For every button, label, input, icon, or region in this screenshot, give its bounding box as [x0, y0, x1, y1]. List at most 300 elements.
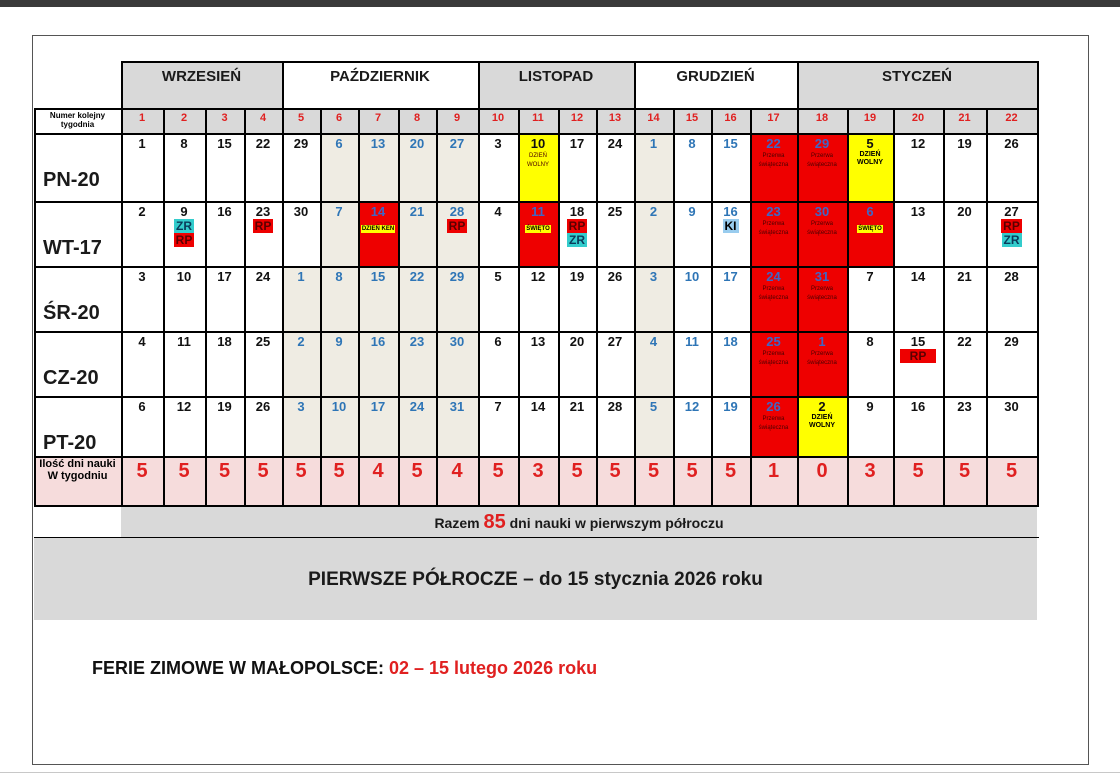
day-number: 24	[607, 136, 623, 151]
calendar-day	[478, 396, 518, 456]
day-number: 4	[649, 334, 658, 349]
calendar-day	[893, 266, 943, 331]
days-count-label-text: Ilość dni nauki W tygodniu	[39, 458, 116, 482]
calendar-day	[558, 201, 596, 266]
days-count	[320, 456, 358, 505]
weekday-label	[34, 266, 121, 331]
grid-line	[634, 61, 636, 505]
day-number: 5	[866, 136, 874, 151]
days-count-value: 5	[411, 460, 423, 482]
month-label: GRUDZIEŃ	[676, 68, 755, 85]
calendar-day	[558, 133, 596, 201]
week-number	[893, 108, 943, 133]
grid-line	[34, 505, 1039, 507]
day-number: 11	[177, 334, 191, 349]
holiday-tag: ŚWIĘTO	[526, 226, 550, 232]
grid-line	[943, 108, 945, 505]
break-note: świąteczna	[807, 162, 837, 168]
calendar-day	[797, 396, 847, 456]
month-header	[478, 61, 634, 108]
day-number: 17	[723, 269, 738, 284]
break-note: świąteczna	[807, 295, 837, 301]
day-number: 4	[494, 204, 502, 219]
calendar-day	[398, 396, 436, 456]
day-number: 13	[530, 334, 546, 349]
day-number: 23	[409, 334, 425, 349]
day-number: 8	[180, 136, 188, 151]
break-note: świąteczna	[758, 425, 789, 431]
day-number: 26	[255, 399, 271, 414]
rp-badge: RP	[568, 219, 586, 233]
calendar-day	[163, 133, 205, 201]
break-note: świąteczna	[807, 230, 837, 236]
day-number: 20	[957, 204, 972, 219]
grid-line	[711, 108, 713, 505]
day-number: 10	[684, 269, 700, 284]
day-number: 22	[766, 136, 781, 151]
day-number: 29	[293, 136, 309, 151]
days-count-value: 3	[532, 460, 544, 482]
calendar-day	[282, 396, 320, 456]
month-header	[797, 61, 1037, 108]
days-count	[847, 456, 893, 505]
day-number: 27	[607, 334, 623, 349]
day-number: 26	[607, 269, 623, 284]
break-note: WOLNY	[526, 162, 549, 168]
calendar-day	[320, 331, 358, 396]
day-number: 16	[370, 334, 386, 349]
day-number: 2	[138, 204, 146, 219]
day-number: 3	[494, 136, 502, 151]
calendar-day	[244, 133, 282, 201]
day-number: 18	[217, 334, 232, 349]
days-count	[358, 456, 398, 505]
grid-line	[282, 61, 284, 505]
calendar-day	[282, 133, 320, 201]
days-count-value: 5	[958, 460, 971, 482]
calendar-day	[634, 396, 673, 456]
days-count-value: 3	[864, 460, 876, 482]
day-number: 3	[297, 399, 305, 414]
rp-badge: RP	[175, 233, 193, 247]
calendar-day	[943, 331, 986, 396]
day-number: 15	[723, 136, 738, 151]
day-number: 4	[138, 334, 146, 349]
month-header	[634, 61, 797, 108]
grid-line	[34, 396, 1039, 398]
week-number-text: 17	[767, 112, 780, 124]
day-number: 6	[335, 136, 343, 151]
month-label: WRZESIEŃ	[161, 68, 242, 85]
week-number-label-text: Numer kolejny tygodnia	[49, 111, 106, 129]
break-note: Przerwa	[762, 416, 785, 422]
grid-line	[1037, 61, 1039, 505]
day-number: 24	[255, 269, 271, 284]
calendar-day	[943, 266, 986, 331]
calendar-day	[282, 201, 320, 266]
calendar-day	[163, 201, 205, 266]
calendar-day	[518, 133, 558, 201]
day-number: 1	[818, 334, 826, 349]
calendar-day	[205, 201, 244, 266]
grid-line	[358, 108, 360, 505]
days-count	[436, 456, 478, 505]
calendar-day	[673, 331, 711, 396]
calendar-day	[558, 396, 596, 456]
week-number	[943, 108, 986, 133]
calendar-day	[478, 201, 518, 266]
weekday-label-text: CZ-20	[43, 367, 99, 389]
total-days-summary	[121, 505, 1037, 537]
days-count-value: 5	[492, 460, 504, 482]
days-count	[711, 456, 750, 505]
calendar-day	[634, 201, 673, 266]
total-suffix: dni nauki w pierwszym półroczu	[505, 515, 724, 531]
day-number: 2	[649, 204, 658, 219]
calendar-day	[986, 396, 1037, 456]
day-number: 21	[409, 204, 425, 219]
week-number-text: 3	[221, 112, 228, 124]
rp-badge: RP	[448, 219, 466, 233]
weekday-label	[34, 201, 121, 266]
calendar-day	[750, 201, 797, 266]
grid-line	[893, 108, 895, 505]
calendar-day	[797, 266, 847, 331]
days-count	[282, 456, 320, 505]
break-note: świąteczna	[758, 230, 789, 236]
calendar-day	[797, 331, 847, 396]
calendar-day	[436, 133, 478, 201]
calendar-day	[558, 266, 596, 331]
calendar-day	[893, 331, 943, 396]
day-number: 24	[409, 399, 425, 414]
week-number-text: 22	[1005, 112, 1018, 124]
calendar-day	[436, 201, 478, 266]
day-number: 15	[910, 334, 926, 349]
calendar-day	[518, 331, 558, 396]
days-count-value: 5	[136, 460, 148, 482]
winter-break-note	[92, 658, 597, 679]
total-prefix: Razem	[434, 515, 484, 531]
grid-line	[673, 108, 675, 505]
days-count-value: 5	[295, 460, 307, 482]
calendar-day	[358, 331, 398, 396]
week-number	[750, 108, 797, 133]
calendar-day	[163, 331, 205, 396]
calendar-day	[943, 396, 986, 456]
calendar-day	[205, 331, 244, 396]
weekday-label-text: PT-20	[43, 432, 97, 454]
days-count-value: 4	[451, 460, 463, 482]
grid-line	[320, 108, 322, 505]
calendar-day	[282, 331, 320, 396]
calendar-day	[847, 201, 893, 266]
day-number: 21	[957, 269, 972, 284]
day-number: 2	[297, 334, 305, 349]
days-count-value: 4	[372, 460, 384, 482]
calendar-day	[398, 201, 436, 266]
day-number: 7	[335, 204, 343, 219]
week-number	[634, 108, 673, 133]
calendar-day	[596, 266, 634, 331]
days-count	[398, 456, 436, 505]
days-count	[121, 456, 163, 505]
day-number: 3	[138, 269, 146, 284]
calendar-day	[436, 266, 478, 331]
calendar-day	[358, 133, 398, 201]
zr-badge: ZR	[176, 219, 192, 233]
week-number-text: 14	[647, 112, 660, 124]
calendar-day	[847, 396, 893, 456]
week-number	[320, 108, 358, 133]
calendar-day	[847, 331, 893, 396]
week-number	[558, 108, 596, 133]
bottom-divider	[0, 772, 1120, 773]
day-number: 28	[607, 399, 623, 414]
break-note: Przerwa	[762, 221, 785, 227]
calendar-day	[596, 133, 634, 201]
rp-badge: RP	[900, 349, 937, 363]
weekday-label	[34, 396, 121, 456]
calendar-day	[398, 331, 436, 396]
week-number	[121, 108, 163, 133]
day-number: 9	[335, 334, 343, 349]
day-number: 13	[910, 204, 926, 219]
grid-line	[121, 61, 123, 505]
day-number: 22	[957, 334, 972, 349]
day-number: 30	[814, 204, 830, 219]
week-number-text: 18	[815, 112, 829, 124]
calendar-day	[436, 396, 478, 456]
day-number: 10	[176, 269, 192, 284]
days-count-value: 5	[257, 460, 269, 482]
calendar-day	[596, 331, 634, 396]
day-number: 30	[449, 334, 465, 349]
day-number: 6	[138, 399, 146, 414]
weekday-label-text: WT-17	[43, 237, 102, 259]
holiday-tag: ŚWIĘTO	[858, 226, 882, 232]
calendar-day	[797, 133, 847, 201]
days-count	[673, 456, 711, 505]
grid-line	[847, 108, 849, 505]
grid-line	[244, 108, 246, 505]
semester-banner	[34, 537, 1037, 620]
break-note: świąteczna	[807, 360, 837, 366]
calendar-day	[121, 396, 163, 456]
day-number: 19	[957, 136, 972, 151]
free-day-note: WOLNY	[808, 422, 836, 429]
days-count	[518, 456, 558, 505]
zr-badge: ZR	[1003, 233, 1020, 247]
day-number: 17	[370, 399, 386, 414]
week-number	[282, 108, 320, 133]
day-number: 5	[649, 399, 658, 414]
calendar-day	[121, 266, 163, 331]
calendar-day	[711, 201, 750, 266]
day-number: 21	[569, 399, 585, 414]
calendar-day	[358, 201, 398, 266]
week-number-text: 5	[297, 112, 305, 124]
days-count-value: 5	[912, 460, 924, 482]
calendar-day	[711, 396, 750, 456]
week-number	[478, 108, 518, 133]
day-number: 16	[910, 399, 926, 414]
grid-line	[163, 108, 165, 505]
week-number-text: 13	[608, 112, 622, 124]
week-number-text: 15	[685, 112, 699, 124]
day-number: 16	[723, 204, 738, 219]
calendar-day	[711, 133, 750, 201]
days-count-value: 5	[609, 460, 621, 482]
week-number	[673, 108, 711, 133]
day-number: 24	[766, 269, 781, 284]
grid-line	[34, 266, 1039, 268]
calendar-day	[711, 331, 750, 396]
calendar-day	[244, 201, 282, 266]
day-number: 17	[569, 136, 585, 151]
calendar-day	[893, 201, 943, 266]
day-number: 31	[814, 269, 830, 284]
calendar-day	[943, 133, 986, 201]
days-count-value: 5	[571, 460, 583, 482]
grid-line	[34, 201, 1039, 203]
days-count-label	[34, 456, 121, 505]
days-count-value: 1	[767, 460, 780, 482]
day-number: 16	[217, 204, 232, 219]
week-number-text: 2	[180, 112, 188, 124]
day-number: 15	[370, 269, 386, 284]
grid-line	[436, 108, 438, 505]
day-number: 19	[217, 399, 232, 414]
calendar-day	[205, 266, 244, 331]
day-number: 18	[723, 334, 738, 349]
calendar-day	[797, 201, 847, 266]
calendar-day	[596, 201, 634, 266]
calendar-day	[518, 396, 558, 456]
day-number: 8	[688, 136, 696, 151]
days-count-value: 5	[1005, 460, 1018, 482]
calendar-day	[750, 331, 797, 396]
day-number: 22	[255, 136, 271, 151]
days-count	[163, 456, 205, 505]
day-number: 27	[1004, 204, 1019, 219]
calendar-day	[244, 396, 282, 456]
day-number: 17	[217, 269, 232, 284]
day-number: 25	[255, 334, 271, 349]
day-number: 12	[910, 136, 926, 151]
calendar-day	[750, 396, 797, 456]
day-number: 20	[409, 136, 425, 151]
grid-line	[34, 537, 1039, 538]
calendar-day	[847, 133, 893, 201]
day-number: 22	[409, 269, 425, 284]
calendar-day	[205, 396, 244, 456]
month-label: STYCZEŃ	[881, 68, 952, 85]
day-number: 19	[569, 269, 585, 284]
calendar-day	[893, 396, 943, 456]
day-number: 11	[685, 334, 699, 349]
rp-badge: RP	[1003, 219, 1020, 233]
calendar-day	[163, 266, 205, 331]
calendar-day	[673, 201, 711, 266]
days-count-value: 5	[218, 460, 231, 482]
day-number: 14	[370, 204, 386, 219]
days-count-value: 5	[178, 460, 190, 482]
days-count-value: 5	[333, 460, 345, 482]
day-number: 12	[176, 399, 192, 414]
week-number-label	[34, 108, 121, 133]
week-number-text: 4	[259, 112, 267, 124]
calendar-day	[320, 396, 358, 456]
day-number: 30	[1004, 399, 1019, 414]
week-number	[518, 108, 558, 133]
week-number	[847, 108, 893, 133]
window-top-bar	[0, 0, 1120, 7]
calendar-day	[358, 266, 398, 331]
calendar-day	[986, 201, 1037, 266]
days-count	[205, 456, 244, 505]
day-number: 27	[449, 136, 465, 151]
calendar-day	[518, 201, 558, 266]
week-number-text: 20	[911, 112, 925, 124]
calendar-day	[478, 331, 518, 396]
week-number	[244, 108, 282, 133]
day-number: 29	[1004, 334, 1019, 349]
day-number: 1	[138, 136, 146, 151]
week-number	[163, 108, 205, 133]
day-number: 9	[180, 204, 188, 219]
day-number: 29	[449, 269, 465, 284]
free-day-note: DZIEŃ	[859, 151, 881, 158]
days-count	[943, 456, 986, 505]
week-number-text: 8	[413, 112, 421, 124]
grid-line	[34, 456, 1039, 458]
week-number	[436, 108, 478, 133]
grid-line	[750, 108, 752, 505]
calendar-day	[847, 266, 893, 331]
weekday-label-text: ŚR-20	[43, 302, 100, 324]
days-count	[558, 456, 596, 505]
day-number: 9	[688, 204, 696, 219]
day-number: 25	[766, 334, 781, 349]
day-number: 23	[255, 204, 271, 219]
grid-line	[34, 108, 1039, 110]
calendar-day	[282, 266, 320, 331]
break-note: Przerwa	[810, 286, 833, 292]
days-count-value: 5	[724, 460, 737, 482]
days-count	[634, 456, 673, 505]
day-number: 10	[530, 136, 546, 151]
week-number-text: 16	[724, 112, 737, 124]
break-note: Przerwa	[762, 286, 785, 292]
days-count-value: 0	[816, 460, 828, 482]
day-number: 12	[684, 399, 700, 414]
day-number: 14	[910, 269, 926, 284]
calendar-day	[711, 266, 750, 331]
week-number-text: 6	[335, 112, 343, 124]
calendar-day	[750, 133, 797, 201]
day-number: 28	[1004, 269, 1019, 284]
week-number	[398, 108, 436, 133]
week-number	[596, 108, 634, 133]
break-note: DZIEŃ	[529, 153, 547, 159]
calendar-day	[244, 266, 282, 331]
week-number-text: 19	[863, 112, 877, 124]
day-number: 10	[331, 399, 347, 414]
calendar-day	[596, 396, 634, 456]
calendar-day	[673, 396, 711, 456]
calendar-day	[163, 396, 205, 456]
